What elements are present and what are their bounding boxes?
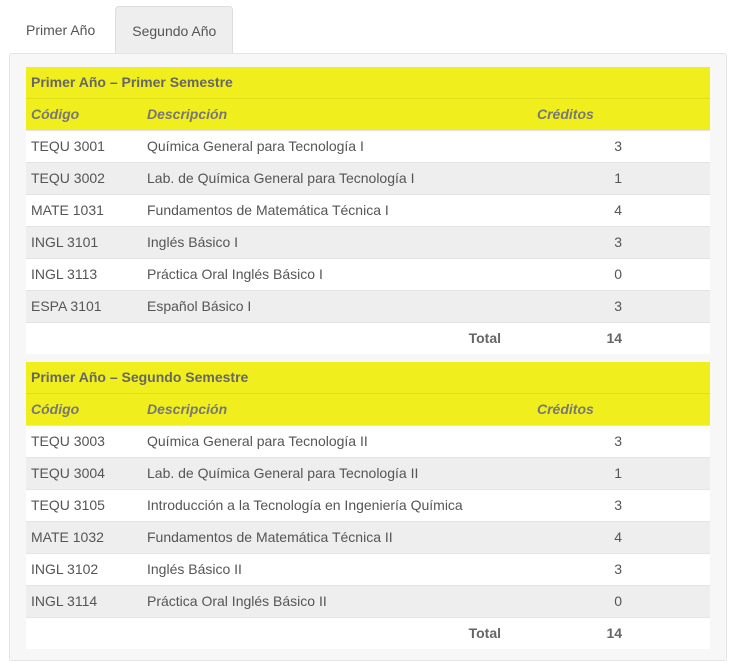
- course-credits: 0: [532, 258, 710, 290]
- course-description: Inglés Básico I: [142, 226, 532, 258]
- column-header-credits: Créditos: [532, 393, 710, 425]
- table-row: [26, 521, 710, 553]
- column-header-row: [26, 98, 710, 130]
- course-description: Fundamentos de Matemática Técnica I: [142, 194, 532, 226]
- column-header-description: Descripción: [142, 393, 532, 425]
- course-credits: 3: [532, 425, 710, 457]
- course-description: Introducción a la Tecnología en Ingeniería Química: [142, 489, 532, 521]
- tab-panel: [9, 53, 727, 661]
- course-credits: 3: [532, 553, 710, 585]
- table-row: [26, 489, 710, 521]
- tab-label: Primer Año: [26, 22, 96, 38]
- semester-section-2: [26, 362, 710, 649]
- tab-segundo-ano[interactable]: [115, 6, 233, 54]
- total-spacer: [26, 617, 142, 649]
- course-code: ESPA 3101: [26, 290, 142, 322]
- table-row: [26, 226, 710, 258]
- course-credits: 3: [532, 489, 710, 521]
- table-row: [26, 130, 710, 162]
- course-description: Química General para Tecnología I: [142, 130, 532, 162]
- semester-title: Primer Año – Segundo Semestre: [26, 362, 710, 393]
- course-description: Español Básico I: [142, 290, 532, 322]
- course-description: Práctica Oral Inglés Básico II: [142, 585, 532, 617]
- column-header-code: Código: [26, 393, 142, 425]
- table-row: [26, 553, 710, 585]
- course-credits: 4: [532, 194, 710, 226]
- course-credits: 1: [532, 162, 710, 194]
- course-table-semester-1: [26, 67, 710, 354]
- course-code: TEQU 3001: [26, 130, 142, 162]
- course-credits: 3: [532, 290, 710, 322]
- course-description: Lab. de Química General para Tecnología I: [142, 162, 532, 194]
- total-credits: 14: [532, 322, 710, 354]
- semester-title-row: [26, 362, 710, 393]
- total-spacer: [26, 322, 142, 354]
- course-code: TEQU 3105: [26, 489, 142, 521]
- course-table-semester-2: [26, 362, 710, 649]
- course-description: Fundamentos de Matemática Técnica II: [142, 521, 532, 553]
- table-row: [26, 585, 710, 617]
- course-credits: 0: [532, 585, 710, 617]
- course-credits: 3: [532, 226, 710, 258]
- table-row: [26, 457, 710, 489]
- total-label: Total: [142, 617, 532, 649]
- course-code: TEQU 3004: [26, 457, 142, 489]
- semester-title: Primer Año – Primer Semestre: [26, 67, 710, 98]
- course-description: Práctica Oral Inglés Básico I: [142, 258, 532, 290]
- column-header-credits: Créditos: [532, 98, 710, 130]
- course-code: MATE 1032: [26, 521, 142, 553]
- course-code: TEQU 3003: [26, 425, 142, 457]
- total-row: [26, 617, 710, 649]
- column-header-description: Descripción: [142, 98, 532, 130]
- course-description: Inglés Básico II: [142, 553, 532, 585]
- course-description: Lab. de Química General para Tecnología II: [142, 457, 532, 489]
- course-credits: 3: [532, 130, 710, 162]
- course-code: TEQU 3002: [26, 162, 142, 194]
- total-credits: 14: [532, 617, 710, 649]
- table-row: [26, 425, 710, 457]
- course-code: INGL 3114: [26, 585, 142, 617]
- table-row: [26, 162, 710, 194]
- course-credits: 1: [532, 457, 710, 489]
- column-header-code: Código: [26, 98, 142, 130]
- tab-primer-ano[interactable]: [9, 6, 112, 54]
- table-row: [26, 290, 710, 322]
- course-code: INGL 3113: [26, 258, 142, 290]
- semester-title-row: [26, 67, 710, 98]
- table-row: [26, 258, 710, 290]
- table-row: [26, 194, 710, 226]
- column-header-row: [26, 393, 710, 425]
- tab-label: Segundo Año: [132, 22, 217, 39]
- course-code: INGL 3101: [26, 226, 142, 258]
- course-credits: 4: [532, 521, 710, 553]
- course-description: Química General para Tecnología II: [142, 425, 532, 457]
- total-label: Total: [142, 322, 532, 354]
- course-code: INGL 3102: [26, 553, 142, 585]
- course-code: MATE 1031: [26, 194, 142, 226]
- semester-section-1: [26, 67, 710, 354]
- year-tabs: [9, 6, 233, 54]
- total-row: [26, 322, 710, 354]
